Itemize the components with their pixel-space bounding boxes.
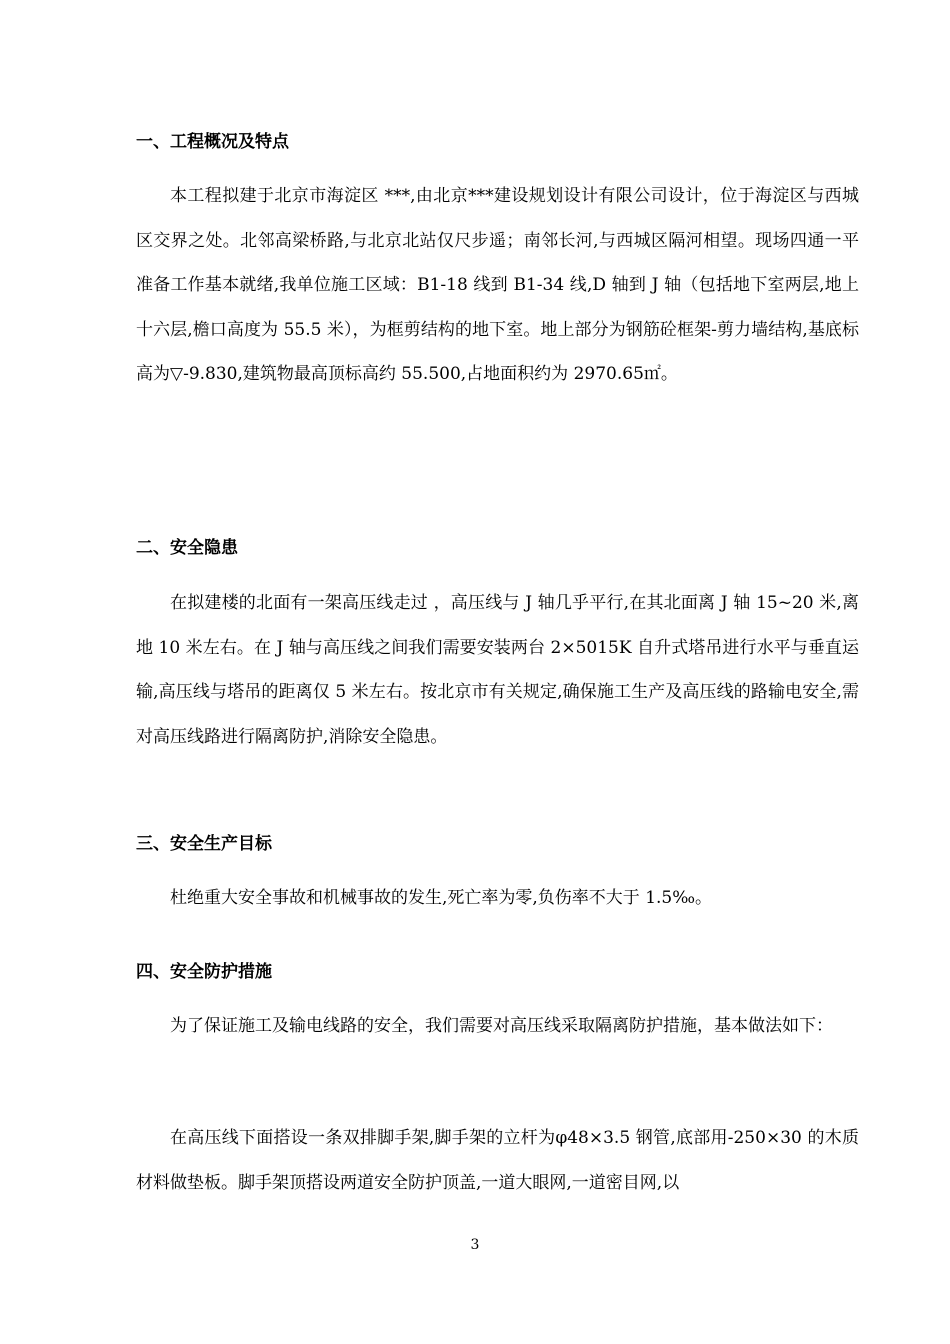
paragraph-overview: 本工程拟建于北京市海淀区 ***,由北京***建设规划设计有限公司设计，位于海淀区与西城区交界之处。北邻高梁桥路,与北京北站仅尺步遥；南邻长河,与西城区隔河相望。现场四通一平准备工作基本就绪,我单位施工区域：B1-18 线到 B1-34 线,D 轴到 J 轴（包括地下室两层,地上十六层,檐口高度为 55.5 米），为框剪结构的地下室。地上部分为钢筋砼框架-剪力墙结构,基底标高为▽-9.830,建筑物最高顶标高约 55.500,占地面积约为 2970.65㎡。 (136, 186, 859, 384)
paragraph-hazards: 在拟建楼的北面有一架高压线走过 ，高压线与 J 轴几乎平行,在其北面离 J 轴 15~20 米,离地 10 米左右。在 J 轴与高压线之间我们需要安装两台 2×5015K 自升式塔吊进行水平与垂直运输,高压线与塔吊的距离仅 5 米左右。按北京市有关规定,确保施工生产及高压线的路输电安全,需对高压线路进行隔离防护,消除安全隐患。 (136, 593, 859, 747)
paragraph-goals: 杜绝重大安全事故和机械事故的发生,死亡率为零,负伤率不大于 1.5‰。 (170, 888, 713, 908)
page-number: 3 (470, 1237, 480, 1253)
paragraph-measures-scaffold: 在高压线下面搭设一条双排脚手架,脚手架的立杆为φ48×3.5 钢管,底部用-250×30 的木质材料做垫板。脚手架顶搭设两道安全防护顶盖,一道大眼网,一道密目网,以 (136, 1128, 859, 1193)
section-heading-overview: 一、工程概况及特点 (136, 132, 289, 152)
section-heading-measures: 四、安全防护措施 (136, 962, 272, 982)
section-heading-hazards: 二、安全隐患 (136, 538, 238, 558)
paragraph-measures-intro: 为了保证施工及输电线路的安全，我们需要对高压线采取隔离防护措施，基本做法如下： (170, 1016, 833, 1036)
section-heading-goals: 三、安全生产目标 (136, 834, 272, 854)
